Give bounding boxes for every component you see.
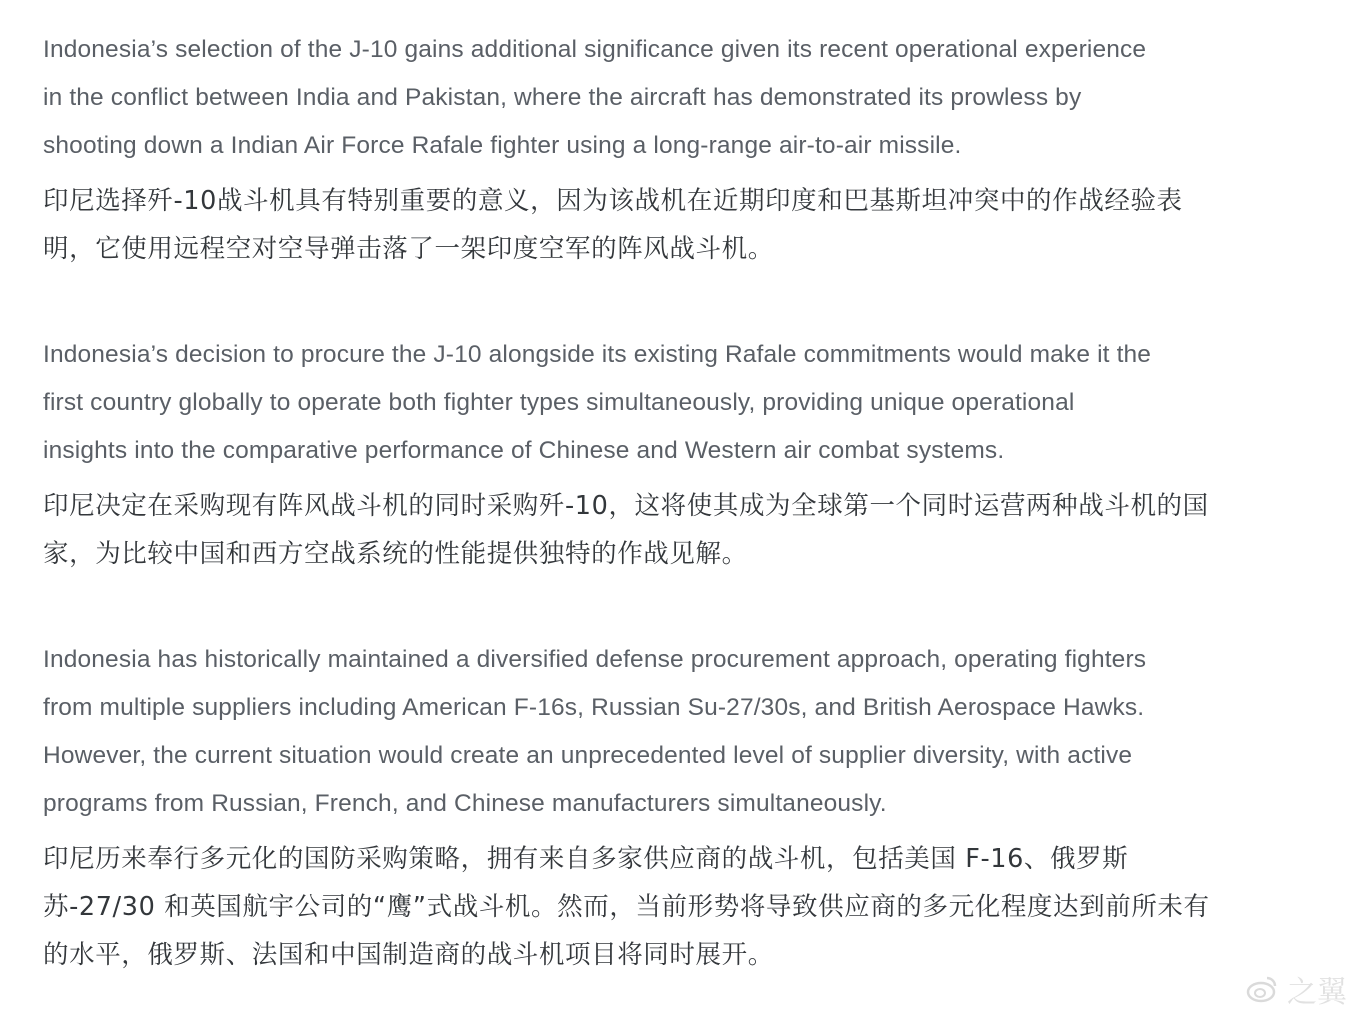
- paragraph-block-3: [43, 636, 1258, 979]
- chinese-paragraph-2: 印尼决定在采购现有阵风战斗机的同时采购歼-10，这将使其成为全球第一个同时运营两种战斗机的国 家，为比较中国和西方空战系统的性能提供独特的作战见解。: [43, 491, 1209, 569]
- watermark-text: 之翼: [1287, 975, 1347, 1010]
- paragraph-spacer: [43, 273, 1258, 331]
- paragraph-spacer: [43, 578, 1258, 636]
- chinese-paragraph-3: 印尼历来奉行多元化的国防采购策略，拥有来自多家供应商的战斗机，包括美国 F-16、俄罗斯 苏-27/30 和英国航宇公司的“鹰”式战斗机。然而，当前形势将导致供应商的多元化程度达到前所未有 的水平，俄罗斯、法国和中国制造商的战斗机项目将同时展开。: [43, 844, 1210, 970]
- watermark: [1245, 967, 1347, 1011]
- paragraph-block-1: [43, 26, 1258, 273]
- english-paragraph-2: Indonesia’s decision to procure the J-10 alongside its existing Rafale commitments would make it the first country globally to operate both fighter types simultaneously, providing unique operational insights into the comparative performance of Chinese and Western air combat systems.: [43, 341, 1152, 464]
- chinese-paragraph-1: 印尼选择歼-10战斗机具有特别重要的意义，因为该战机在近期印度和巴基斯坦冲突中的作战经验表 明，它使用远程空对空导弹击落了一架印度空军的阵风战斗机。: [43, 186, 1183, 264]
- paragraph-block-2: [43, 331, 1258, 578]
- weibo-logo-icon: [1245, 972, 1279, 1006]
- english-paragraph-1: Indonesia’s selection of the J-10 gains additional significance given its recent operational experience in the conflict between India and Pakistan, where the aircraft has demonstrated its prowless by shooting down a Indian Air Force Rafale fighter using a long-range air-to-air missile.: [43, 36, 1147, 159]
- english-paragraph-3: Indonesia has historically maintained a diversified defense procurement approach, operating fighters from multiple suppliers including American F-16s, Russian Su-27/30s, and British Aerospace Hawks. However, the current situation would create an unprecedented level of supplier diversity, with active programs from Russian, French, and Chinese manufacturers simultaneously.: [43, 646, 1147, 817]
- article-body: [43, 26, 1258, 979]
